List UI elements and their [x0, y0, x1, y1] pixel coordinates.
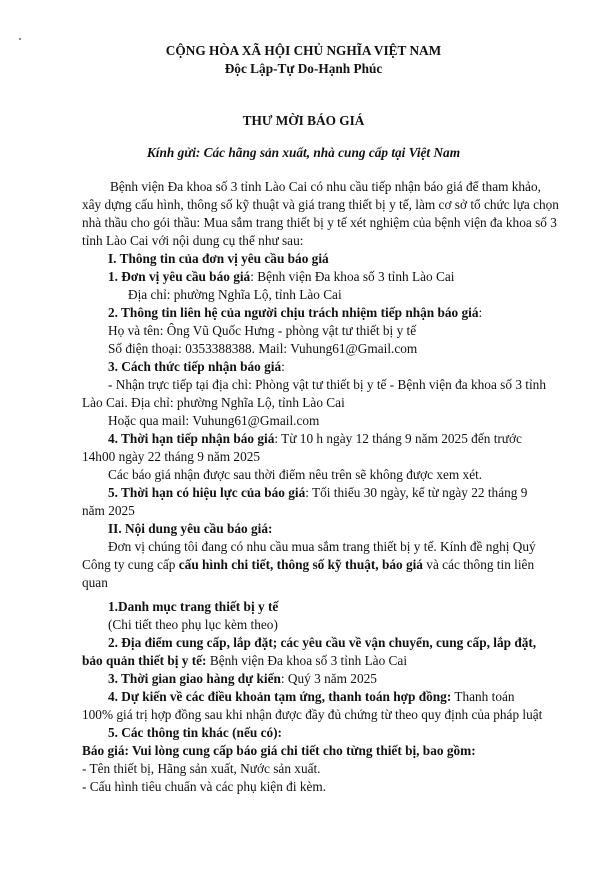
s1-item3: 3. Cách thức tiếp nhận báo giá: — [108, 359, 285, 374]
s1-item5-line2: năm 2025 — [82, 503, 135, 518]
s1-method-line1: - Nhận trực tiếp tại địa chỉ: Phòng vật tư thiết bị y tế - Bệnh viện đa khoa số 3 tỉnh — [108, 377, 546, 392]
s2-item4: 4. Dự kiến về các điều khoản tạm ứng, thanh toán hợp đồng: Thanh toán — [108, 689, 515, 704]
s2-para-line2: Công ty cung cấp cấu hình chi tiết, thông số kỹ thuật, báo giá và các thông tin liên — [82, 557, 535, 572]
section1-heading: I. Thông tin của đơn vị yêu cầu báo giá — [108, 251, 329, 266]
s2-item3: 3. Thời gian giao hàng dự kiến: Quý 3 năm 2025 — [108, 671, 377, 686]
s1-item1: 1. Đơn vị yêu cầu báo giá: Bệnh viện Đa khoa số 3 tỉnh Lào Cai — [108, 269, 455, 284]
s2-item1-note: (Chi tiết theo phụ lục kèm theo) — [108, 617, 278, 632]
document-title: THƯ MỜI BÁO GIÁ — [242, 113, 365, 128]
s2-para-line1: Đơn vị chúng tôi đang có nhu cầu mua sắm trang thiết bị y tế. Kính đề nghị Quý — [108, 539, 536, 554]
scan-speck — [19, 38, 21, 40]
s2-para-line3: quan — [82, 575, 108, 590]
s2-quote-heading: Báo giá: Vui lòng cung cấp báo giá chi tiết cho từng thiết bị, bao gồm: — [82, 743, 476, 758]
section2-heading: II. Nội dung yêu cầu báo giá: — [108, 521, 273, 536]
s1-item4-note: Các báo giá nhận được sau thời điểm nêu trên sẽ không được xem xét. — [108, 467, 483, 482]
s1-contact-phone: Số điện thoại: 0353388388. Mail: Vuhung61@Gmail.com — [108, 341, 418, 356]
s1-item5: 5. Thời hạn có hiệu lực của báo giá: Tối thiểu 30 ngày, kể từ ngày 22 tháng 9 — [108, 485, 528, 500]
intro-line-2: xây dựng cấu hình, thông số kỹ thuật và giá trang thiết bị y tế, làm cơ sở tổ chức lựa chọn — [82, 197, 559, 212]
s1-address: Địa chỉ: phường Nghĩa Lộ, tỉnh Lào Cai — [128, 287, 342, 302]
s2-item2-line1: 2. Địa điểm cung cấp, lắp đặt; các yêu cầu về vận chuyển, cung cấp, lắp đặt, — [108, 635, 537, 650]
s2-bullet-2: - Cấu hình tiêu chuẩn và các phụ kiện đi kèm. — [82, 779, 327, 794]
s1-contact-name: Họ và tên: Ông Vũ Quốc Hưng - phòng vật tư thiết bị y tế — [108, 323, 417, 338]
s2-item2-line2: bảo quản thiết bị y tế: Bệnh viện Đa khoa số 3 tỉnh Lào Cai — [82, 653, 408, 668]
s2-item4-line2: 100% giá trị hợp đồng sau khi nhận được đầy đủ chứng từ theo quy định của pháp luật — [82, 707, 543, 722]
s1-method-mail: Hoặc qua mail: Vuhung61@Gmail.com — [108, 413, 320, 428]
motto: Độc Lập-Tự Do-Hạnh Phúc — [224, 61, 383, 76]
s1-item4-line2: 14h00 ngày 22 tháng 9 năm 2025 — [82, 449, 261, 464]
recipient-line: Kính gửi: Các hãng sản xuất, nhà cung cấp tại Việt Nam — [146, 145, 461, 160]
s2-bullet-1: - Tên thiết bị, Hãng sản xuất, Nước sản xuất. — [82, 761, 321, 776]
s1-method-line2: Lào Cai. Địa chỉ: phường Nghĩa Lộ, tỉnh Lào Cai — [82, 395, 345, 410]
s2-item5: 5. Các thông tin khác (nếu có): — [108, 725, 282, 740]
intro-line-4: tỉnh Lào Cai với nội dung cụ thể như sau: — [82, 233, 304, 248]
s2-item1: 1.Danh mục trang thiết bị y tế — [108, 599, 279, 614]
intro-line-3: nhà thầu cho gói thầu: Mua sắm trang thiết bị y tế xét nghiệm của bệnh viện đa khoa số 3 — [82, 215, 557, 230]
nation-header: CỘNG HÒA XÃ HỘI CHỦ NGHĨA VIỆT NAM — [165, 43, 442, 58]
s1-item2: 2. Thông tin liên hệ của người chịu trách nhiệm tiếp nhận báo giá: — [108, 305, 483, 320]
s1-item4: 4. Thời hạn tiếp nhận báo giá: Từ 10 h ngày 12 tháng 9 năm 2025 đến trước — [108, 431, 522, 446]
intro-line-1: Bệnh viện Đa khoa số 3 tỉnh Lào Cai có nhu cầu tiếp nhận báo giá để tham khảo, — [110, 179, 541, 194]
